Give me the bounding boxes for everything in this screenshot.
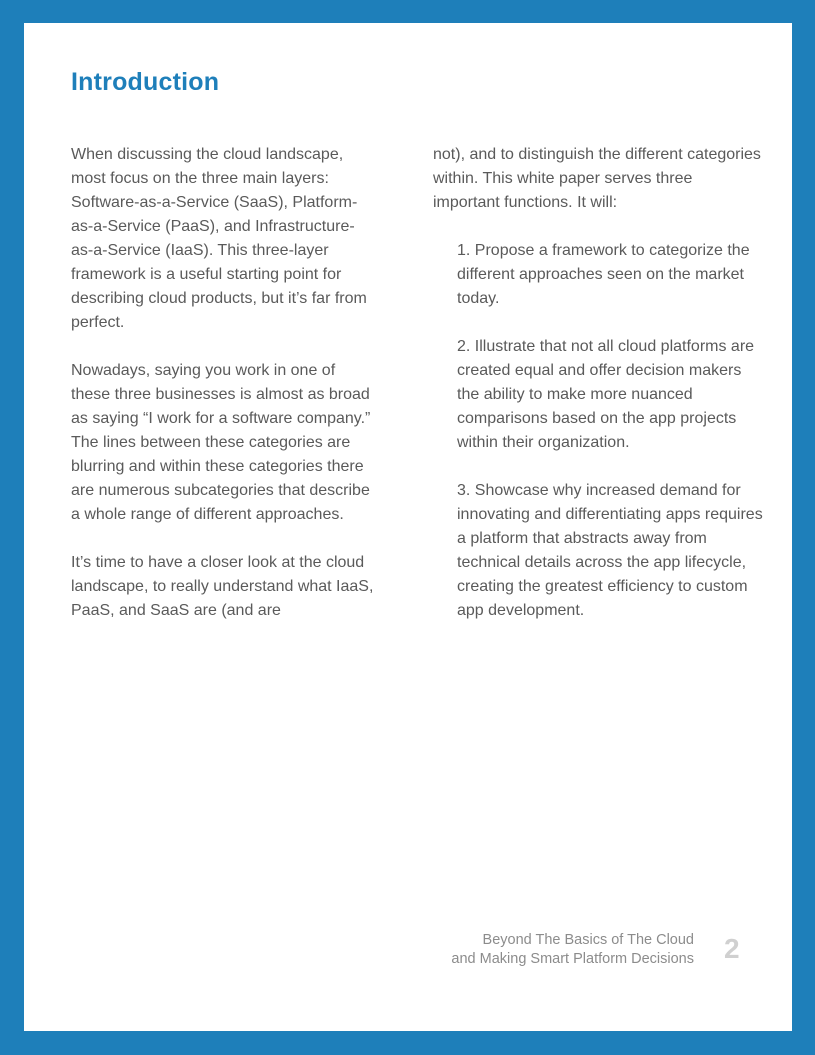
paragraph: Nowadays, saying you work in one of these three businesses is almost as broad as saying “I work for a software company.” The lines between these categories are blurring and within these categories there are numerous subcategories that describe a whole range of different approaches. [71, 362, 371, 523]
list-item: 2. Illustrate that not all cloud platforms are created equal and offer decision makers the ability to make more nuanced comparisons based on the app projects within their organization. [457, 338, 755, 451]
footer-line: and Making Smart Platform Decisions [451, 951, 694, 967]
page-title: Introduction [71, 68, 220, 96]
right-column [433, 143, 763, 647]
paragraph: not), and to distinguish the different categories within. This white paper serves three important functions. It will: [433, 146, 761, 211]
footer-line: Beyond The Basics of The Cloud [482, 932, 694, 948]
list-item: 3. Showcase why increased demand for innovating and differentiating apps requires a platform that abstracts away from technical details across the app lifecycle, creating the greatest efficiency to custom app development. [457, 482, 763, 619]
list-item: 1. Propose a framework to categorize the different approaches seen on the market today. [457, 242, 750, 307]
footer-document-title [451, 931, 694, 969]
left-column [71, 143, 376, 647]
paragraph: It’s time to have a closer look at the cloud landscape, to really understand what IaaS, PaaS, and SaaS are (and are [71, 554, 374, 619]
document-page [24, 23, 792, 1031]
paragraph: When discussing the cloud landscape, most focus on the three main layers: Software-as-a-Service (SaaS), Platform-as-a-Service (PaaS), and Infrastructure-as-a-Service (IaaS). This three-layer framework is a useful starting point for describing cloud products, but it’s far from perfect. [71, 146, 367, 331]
page-number: 2 [724, 933, 740, 964]
